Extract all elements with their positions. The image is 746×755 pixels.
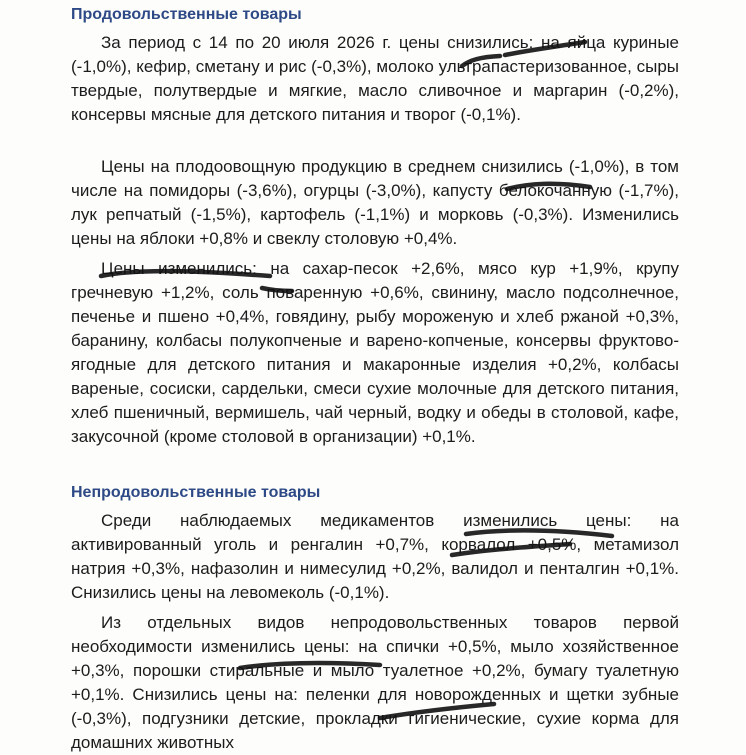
- paragraph-vegetables: Цены на плодоовощную продукцию в среднем снизились (-1,0%), в том числе на помидоры (-3,6%), огурцы (-3,0%), капусту белокочанную (-1,7%), лук репчатый (-1,5%), картофель (-1,1%) и морковь (-0,3%). Изменились цены на яблоки +0,8% и свеклу столовую +0,4%.: [71, 157, 679, 248]
- paragraph-essentials: Из отдельных видов непродовольственных товаров первой необходимости изменились цены: на спички +0,5%, мыло хозяйственное +0,3%, порошки стиральные и мыло туалетное +0,2%, бумагу туалетную +0,1%. Снизились цены на: пеленки для новорожденных и щетки зубные (-0,3%), подгузники детские, прокладки гигиенические, сухие корма для домашних животных: [71, 613, 679, 752]
- paragraph-food-changes: Цены изменились: на сахар-песок +2,6%, мясо кур +1,9%, крупу гречневую +1,2%, соль поваренную +0,6%, свинину, масло подсолнечное, печенье и пшено +0,4%, говядину, рыбу мороженую и хлеб ржаной +0,3%, баранину, колбасы полукопченые и варено-копченые, консервы фруктово-ягодные для детского питания и макаронные изделия +0,2%, колбасы вареные, сосиски, сардельки, смеси сухие молочные для детского питания, хлеб пшеничный, вермишель, чай черный, водку и обеды в столовой, кафе, закусочной (кроме столовой в организации) +0,1%.: [71, 259, 679, 446]
- paragraph-food-decrease: За период с 14 по 20 июля 2026 г. цены снизились: на яйца куриные (-1,0%), кефир, сметану и рис (-0,3%), молоко ультрапастеризованное, сыры твердые, полутвердые и мягкие, масло сливочное и маргарин (-0,2%), консервы мясные для детского питания и творог (-0,1%).: [71, 33, 679, 124]
- section-title-nonfood: Непродовольственные товары: [71, 484, 321, 501]
- paragraph-medicines: Среди наблюдаемых медикаментов изменились цены: на активированный уголь и ренгалин +0,7%, корвалол +0,5%, метамизол натрия +0,3%, нафазолин и нимесулид +0,2%, валидол и пенталгин +0,1%. Снизились цены на левомеколь (-0,1%).: [71, 511, 679, 602]
- section-title-food: Продовольственные товары: [71, 6, 302, 23]
